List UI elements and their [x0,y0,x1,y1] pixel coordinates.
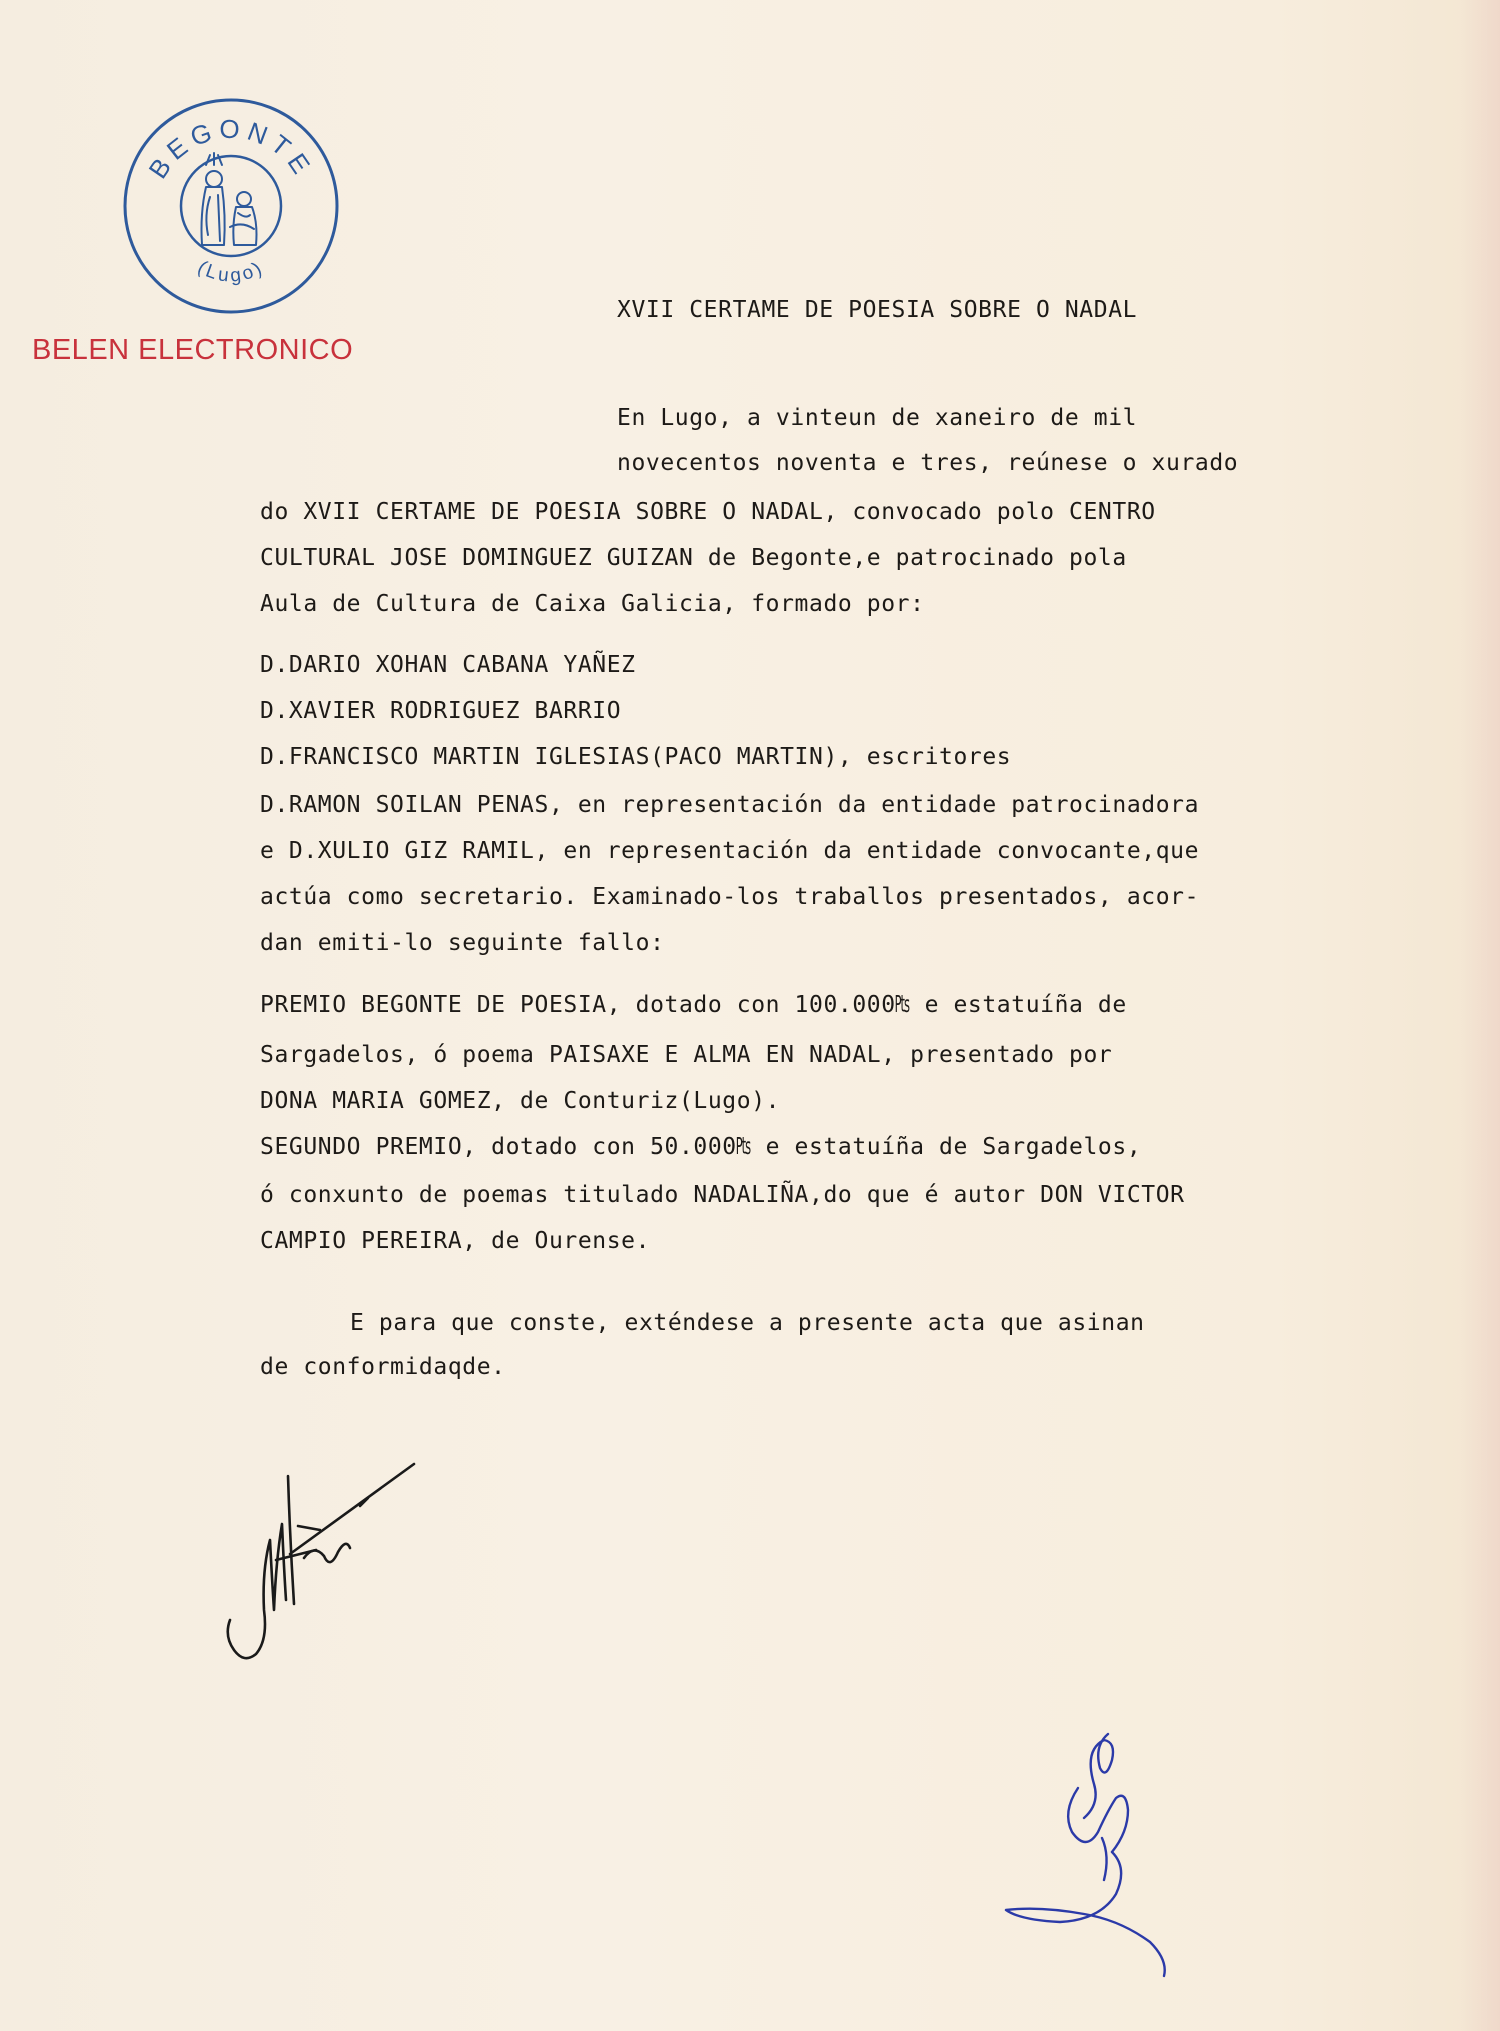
jury-line: D.XAVIER RODRIGUEZ BARRIO [260,698,622,724]
signature-left [220,1440,420,1690]
intro-line: En Lugo, a vinteun de xaneiro de mil [617,405,1138,431]
award-line: Sargadelos, ó poema PAISAXE E ALMA EN NADAL, presentado por [260,1042,1113,1068]
document-title: XVII CERTAME DE POESIA SOBRE O NADAL [617,297,1138,323]
jury-line: dan emiti-lo seguinte fallo: [260,930,665,956]
intro-body-line: do XVII CERTAME DE POESIA SOBRE O NADAL, convocado polo CENTRO [260,499,1156,525]
intro-line: novecentos noventa e tres, reúnese o xurado [617,450,1239,476]
begonte-seal-logo [120,95,342,317]
svg-text:(Lugo): (Lugo) [194,256,268,287]
award-line: SEGUNDO PREMIO, dotado con 50.000₧ e estatuíña de Sargadelos, [260,1134,1142,1160]
jury-line: D.DARIO XOHAN CABANA YAÑEZ [260,652,636,678]
award-line: PREMIO BEGONTE DE POESIA, dotado con 100.000₧ e estatuíña de [260,992,1127,1018]
svg-text:BEGONTE: BEGONTE [142,113,320,184]
award-line: DONA MARIA GOMEZ, de Conturiz(Lugo). [260,1088,781,1114]
jury-line: D.FRANCISCO MARTIN IGLESIAS(PACO MARTIN), escritores [260,744,1012,770]
intro-body-line: Aula de Cultura de Caixa Galicia, formado por: [260,591,925,617]
jury-line: D.RAMON SOILAN PENAS, en representación da entidade patrocinadora [260,792,1200,818]
closing-line: de conformidaqde. [260,1354,506,1380]
jury-line: actúa como secretario. Examinado-los traballos presentados, acor- [260,884,1200,910]
intro-body-line: CULTURAL JOSE DOMINGUEZ GUIZAN de Begonte,e patrocinado pola [260,545,1127,571]
award-line: CAMPIO PEREIRA, de Ourense. [260,1228,651,1254]
jury-line: e D.XULIO GIZ RAMIL, en representación da entidade convocante,que [260,838,1200,864]
brand-name: BELEN ELECTRONICO [32,334,354,366]
signature-right [1000,1720,1210,1990]
award-line: ó conxunto de poemas titulado NADALIÑA,do que é autor DON VICTOR [260,1182,1185,1208]
closing-line: E para que conste, exténdese a presente acta que asinan [350,1310,1145,1336]
paper-edge-shadow [1460,0,1500,2031]
